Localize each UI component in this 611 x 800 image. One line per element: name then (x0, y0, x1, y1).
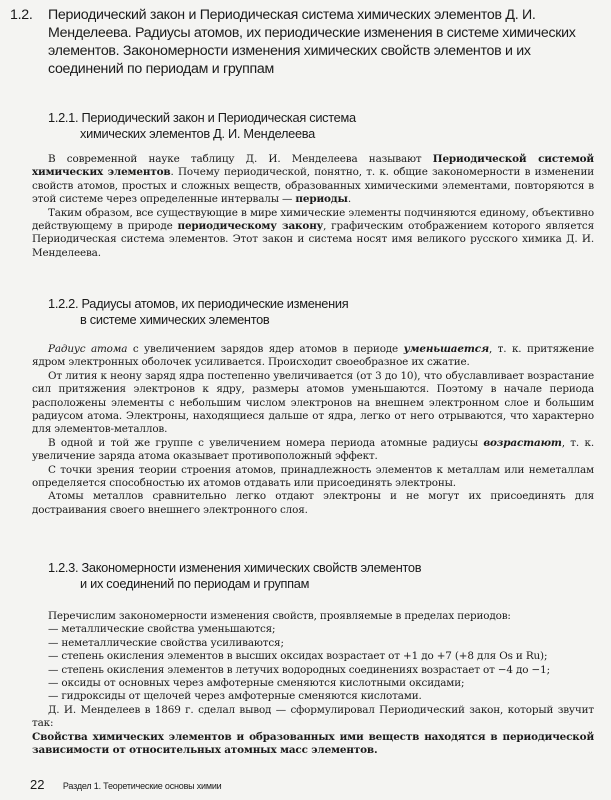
subsection-title-line2: в системе химических элементов (80, 312, 270, 327)
paragraph: Таким образом, все существующие в мире химические элементы подчиняются единому, объективно действующему в природе периодическому закону, графическим отображением которого является Периодическая система элементов. Этот закон и система носят имя великого русского химика Д. И. Менделеева. (32, 206, 594, 259)
list-item: — степень окисления элементов в летучих водородных соединениях возрастает от −4 до −1; (48, 663, 550, 676)
subsection-heading-3 (48, 560, 421, 592)
paragraph: Д. И. Менделеев в 1869 г. сделал вывод — сформулировал Периодический закон, который звучит так: (32, 703, 594, 730)
paragraph: Перечислим закономерности изменения свойств, проявляемые в пределах периодов: (48, 610, 511, 622)
subsection-title-line1: Периодический закон и Периодическая система (81, 110, 356, 125)
paragraph: В современной науке таблицу Д. И. Менделеева называют Периодической системой химических элементов. Почему периодической, понятно, т. к. общие закономерности в изменении свойств атомов, простых и сложных веществ, образованных химическими элементами, повторяются в этой системе через определенные интервалы — периоды. (32, 153, 594, 206)
subsection-number: 1.2.3. (48, 560, 79, 575)
paragraph: Атомы металлов сравнительно легко отдают электроны и не могут их присоединять для достраивания своего внешнего электронного слоя. (32, 490, 594, 516)
subsection-3-body (32, 610, 594, 757)
subsection-title-line2: и их соединений по периодам и группам (80, 576, 310, 591)
paragraph: С точки зрения теории строения атомов, принадлежность элементов к металлам или неметаллам определяется способностью их атомов отдавать или присоединять электроны. (32, 463, 594, 490)
list-item: — степень окисления элементов в высших оксидах возрастает от +1 до +7 (+8 для Os и Ru); (48, 650, 548, 663)
list-item: — гидроксиды от щелочей через амфотерные сменяются кислотами. (48, 690, 422, 703)
subsection-2-body (32, 343, 594, 517)
list-item: — оксиды от основных через амфотерные сменяются кислотными оксидами; (48, 677, 465, 690)
section-number: 1.2. (10, 7, 33, 23)
running-title: Раздел 1. Теоретические основы химии (62, 781, 222, 791)
paragraph: В одной и той же группе с увеличением номера периода атомные радиусы возрастают, т. к. увеличение заряда атома оказывает противоположный эффект. (32, 436, 594, 463)
subsection-1-body (32, 153, 594, 260)
section-title: Периодический закон и Периодическая система химических элементов Д. И. Менделеева. Радиусы атомов, их периодические изменения в системе химических элементов. Закономерности изменения химических свойств элементов и их соединений по периодам и группам (48, 7, 576, 77)
paragraph: От лития к неону заряд ядра постепенно увеличивается (от 3 до 10), что обуславливает возрастание сил притяжения электронов к ядру, размеры атомов уменьшаются. Поэтому в начале периода расположены элементы с небольшим числом электронов на внешнем электронном слое и большим радиусом атома. Электроны, находящиеся дальше от ядра, легко от него отрываются, что характерно для элементов-металлов. (32, 369, 594, 436)
subsection-title-line2: химических элементов Д. И. Менделеева (80, 126, 315, 141)
list-item: — металлические свойства уменьшаются; (48, 623, 276, 636)
paragraph: Радиус атома с увеличением зарядов ядер атомов в периоде уменьшается, т. к. притяжение ядром электронных оболочек усиливается. Происходит своеобразное их сжатие. (32, 343, 595, 369)
subsection-heading-1 (48, 110, 356, 142)
subsection-heading-2 (48, 296, 348, 328)
subsection-number: 1.2.1. (48, 110, 79, 125)
subsection-title-line1: Радиусы атомов, их периодические изменения (81, 296, 349, 311)
subsection-title-line1: Закономерности изменения химических свойств элементов (81, 560, 422, 575)
page-footer (30, 776, 222, 794)
law-statement: Свойства химических элементов и образованных ими веществ находятся в периодической зависимости от относительных атомных масс элементов. (32, 730, 594, 757)
list-item: — неметаллические свойства усиливаются; (48, 636, 284, 649)
page-number: 22 (30, 777, 45, 792)
subsection-number: 1.2.2. (48, 296, 79, 311)
